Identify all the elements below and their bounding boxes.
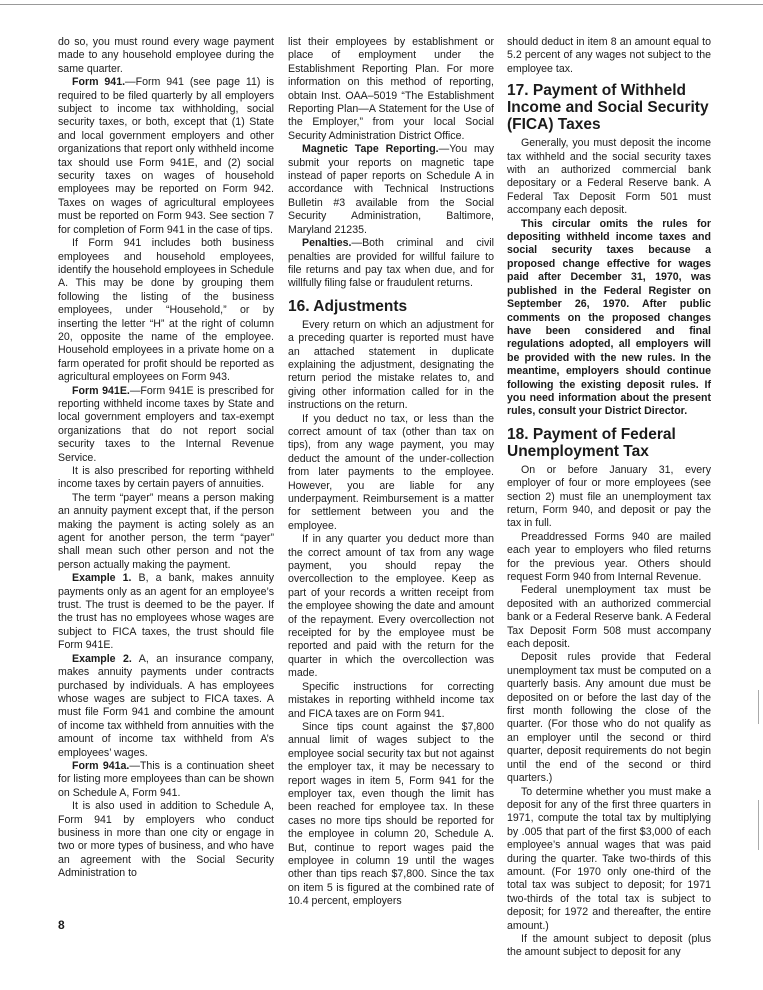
body-paragraph — [507, 786, 711, 933]
paragraph-text: The term “payer” means a person making an annuity payment except that, if the person making the payment is acting solely as an agent for another person, the term “payer” shall mean such other person and not the person actually making the payment. — [58, 491, 274, 571]
text-column-2 — [288, 36, 494, 909]
paragraph-text: B, a bank, makes annuity payments only as an agent for an employee’s trust. The trust is deemed to be the payer. If the trust has no employees whose wages are subject to FICA taxes, the trust should file Form 941E. — [58, 572, 274, 652]
body-paragraph — [507, 531, 711, 585]
paragraph-text: On or before January 31, every employer of four or more employees (see section 2) must file an unemployment tax return, Form 940, and deposit or pay the tax in full. — [507, 463, 711, 530]
section-heading: 18. Payment of Federal Unemployment Tax — [507, 425, 676, 460]
paragraph-text: Federal unemployment tax must be deposited with an authorized commercial bank or a Federal Reserve bank. A Federal Tax Deposit Form 508 must accompany each deposit. — [507, 584, 711, 651]
run-in-heading: Form 941. — [72, 76, 126, 89]
text-column-1 — [58, 36, 274, 881]
body-paragraph — [58, 465, 274, 492]
paragraph-text: —Form 941 (see page 11) is required to be filed quarterly by all employers subject to income tax withholding, social security taxes, or both, except that (1) State and local government employers and other organizations that report only withheld income tax should use Form 941E, and (2) social security taxes on wages of household employees may be reported on Form 942. Taxes on wages of agricultural employees must be reported on Form 943. See section 7 for completion of Form 941 in the case of tips. — [58, 76, 274, 236]
paragraph-text: Generally, you must deposit the income tax withheld and the social security taxes with an authorized commercial bank depositary or a Federal Reserve bank. A Federal Tax Deposit Form 501 must accompany each deposit. — [507, 137, 711, 217]
section-heading: 16. Adjustments — [288, 297, 408, 315]
body-paragraph — [288, 36, 494, 143]
paragraph-text: do so, you must round every wage payment made to any household employee during the same quarter. — [58, 36, 274, 75]
body-paragraph — [288, 319, 494, 413]
run-in-heading: Form 941E. — [72, 384, 130, 397]
body-paragraph — [288, 721, 494, 909]
paragraph-text: It is also used in addition to Schedule A, Form 941 by employers who conduct business in more than one city or engage in two or more types of business, and who have an agreement with the Social Security Administration to — [58, 800, 274, 880]
body-paragraph — [507, 584, 711, 651]
paragraph-text: —Form 941E is prescribed for reporting withheld income taxes by State and local government employers and tax-exempt organizations that do not report social security taxes to the Internal Revenue Service. — [58, 384, 274, 464]
paragraph-text: Specific instructions for correcting mistakes in reporting withheld income tax and FICA taxes are on Form 941. — [288, 680, 494, 720]
margin-mark — [758, 690, 759, 724]
body-paragraph — [58, 36, 274, 76]
body-paragraph — [58, 492, 274, 572]
paragraph-text: Since tips count against the $7,800 annual limit of wages subject to the employee social security tax but not against the employer tax, it may be necessary to report wages in item 5, Form 941 for the employer tax, even though the limit has been reached for employee tax. In these cases no more tips should be reported for the employee in column 20, Schedule A. But, continue to report wages paid the employee in column 19 until the wages other than tips reach $7,800. Since the tax on item 5 is figured at the combined rate of 10.4 percent, employers — [288, 720, 494, 908]
section-heading: 17. Payment of Withheld Income and Social Security (FICA) Taxes — [507, 82, 709, 134]
body-paragraph — [58, 76, 274, 237]
paragraph-text: —This is a continuation sheet for listing more employees than can be shown on Schedule A, Form 941. — [58, 759, 274, 799]
body-paragraph — [288, 237, 494, 291]
body-paragraph — [58, 237, 274, 384]
body-paragraph — [288, 681, 494, 721]
text-column-3 — [507, 36, 711, 960]
paragraph-text: This circular omits the rules for depositing withheld income taxes and social security taxes because a proposed change effective for wages paid after December 31, 1970, was published in the Federal Register on September 26, 1970. After public comments on the proposed changes have been considered and final regulations adopted, all employers will be provided with the new rules. In the meantime, employers should continue following the existing deposit rules. If you need information about the present rules, consult your District Director. — [507, 217, 711, 418]
top-rule — [0, 4, 763, 5]
body-paragraph — [507, 137, 711, 217]
paragraph-text: Every return on which an adjustment for a preceding quarter is reported must have an attached statement in duplicate explaining the adjustment, designating the return period the mistake relates to, and giving other information called for in the instructions on the return. — [288, 318, 494, 412]
paragraph-text: list their employees by establishment or place of employment under the Establishment Reporting Plan. For more information on this method of reporting, obtain Inst. OAA–5019 “The Establishment Reporting Plan—A Statement for the Use of the Employer,” from your local Social Security Administration District Office. — [288, 36, 494, 142]
paragraph-text: If you deduct no tax, or less than the correct amount of tax (other than tax on tips), from any wage payment, you may deduct the amount of the under-collection from later payments to the employee. However, you are liable for any underpayment. Reimbursement is a matter for settlement between you and the employee. — [288, 412, 494, 532]
body-paragraph — [507, 651, 711, 785]
run-in-heading: Magnetic Tape Reporting. — [302, 143, 439, 156]
paragraph-text: —You may submit your reports on magnetic tape instead of paper reports on Schedule A in accordance with Technical Instructions Bulletin #3 available from the Social Security Administration, Baltimore, Maryland 21235. — [288, 143, 494, 236]
body-paragraph — [507, 464, 711, 531]
paragraph-text: If in any quarter you deduct more than the correct amount of tax from any wage payment, you should repay the overcollection to the employee. Keep as part of your records a written receipt from the employee showing the date and amount of the repayment. Every overcollection not receipted for by the employee must be reported and paid with the return for the quarter in which the overcollection was made. — [288, 533, 494, 680]
margin-mark — [758, 800, 759, 850]
body-paragraph — [58, 385, 274, 465]
body-paragraph — [288, 413, 494, 534]
body-paragraph — [288, 143, 494, 237]
body-paragraph — [58, 760, 274, 800]
run-in-heading: Example 2. — [72, 652, 132, 665]
body-paragraph — [58, 653, 274, 760]
page-number: 8 — [58, 918, 65, 932]
body-paragraph — [288, 533, 494, 680]
run-in-heading: Example 1. — [72, 572, 132, 585]
run-in-heading: Form 941a. — [72, 759, 130, 772]
paragraph-text: should deduct in item 8 an amount equal to 5.2 percent of any wages not subject to the employee tax. — [507, 36, 711, 75]
paragraph-text: Preaddressed Forms 940 are mailed each year to employers who filed returns for the previous year. Others should request Form 940 from Internal Revenue. — [507, 530, 711, 583]
paragraph-text: If Form 941 includes both business employees and household employees, identify the household employees in Schedule A. This may be done by grouping them following the listing of the business employees, under “Household,” or by inserting the letter “H” at the right of column 20, opposite the name of the employee. Household employees in a private home on a farm operated for profit should be reported as agricultural employees on Form 943. — [58, 237, 274, 384]
body-paragraph — [507, 218, 711, 419]
paragraph-text: A, an insurance company, makes annuity payments under contracts purchased by individuals. A has employees whose wages are subject to FICA taxes. A must file Form 941 and combine the amount of income tax withheld from annuities with the amount of income tax withheld from A’s employees’ wages. — [58, 652, 274, 759]
paragraph-text: To determine whether you must make a deposit for any of the first three quarters in 1971, compute the total tax by multiplying by .005 that part of the first $3,000 of each employee’s annual wages that was paid during the quarter. Take two-thirds of this amount. (For 1970 only one-third of the total tax was subject to deposit; for 1971 two-thirds of the total tax is subject to deposit; for 1972 and thereafter, the entire amount.) — [507, 785, 711, 932]
run-in-heading: Penalties. — [302, 237, 352, 250]
paragraph-text: —Both criminal and civil penalties are provided for willful failure to file returns and pay tax when due, and for willfully filing false or fraudulent returns. — [288, 237, 494, 290]
body-paragraph — [507, 36, 711, 76]
body-paragraph — [58, 800, 274, 880]
paragraph-text: If the amount subject to deposit (plus the amount subject to deposit for any — [507, 932, 711, 959]
body-paragraph — [58, 572, 274, 652]
paragraph-text: It is also prescribed for reporting withheld income taxes by certain payers of annuities. — [58, 465, 274, 491]
body-paragraph — [507, 933, 711, 960]
paragraph-text: Deposit rules provide that Federal unemployment tax must be computed on a quarterly basis. Any amount due must be deposited on or before the last day of the first month following the close of the quarter. (For those who do not qualify as an employer until the second or third quarter, deposit requirements do not begin until the end of the second or third quarters.) — [507, 651, 711, 785]
